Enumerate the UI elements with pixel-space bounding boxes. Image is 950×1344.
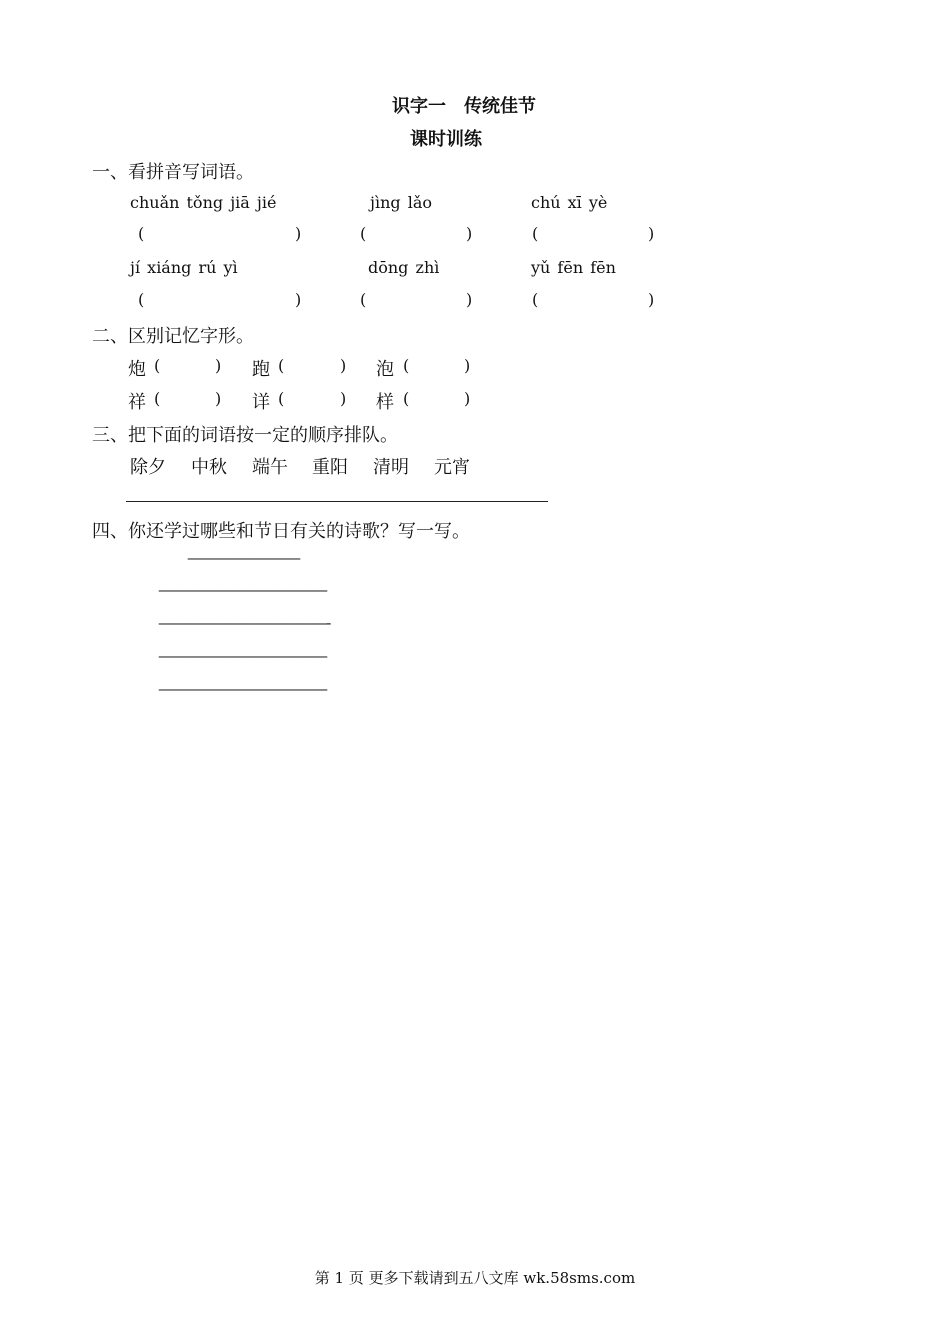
poem-answer-line: ————————————	[158, 646, 326, 665]
word-chuxi: 除夕	[130, 457, 166, 478]
answer-blank-close: )	[648, 290, 655, 309]
poem-answer-line: ————————————	[158, 679, 326, 698]
char-pao-run: 跑	[252, 359, 270, 380]
question-3-label: 三、把下面的词语按一定的顺序排队。	[92, 425, 398, 446]
question-1-label: 一、看拼音写词语。	[92, 162, 254, 183]
answer-blank-open: (	[532, 224, 539, 243]
word-yuanxiao: 元宵	[434, 457, 470, 478]
answer-blank-open: (	[278, 356, 285, 375]
answer-blank-open: (	[360, 224, 367, 243]
word-chongyang: 重阳	[312, 457, 348, 478]
poem-answer-line: ————————————-	[158, 613, 330, 632]
pinyin-yufenfen: yǔ fēn fēn	[531, 258, 616, 277]
answer-blank-close: )	[340, 356, 347, 375]
answer-blank-open: (	[360, 290, 367, 309]
answer-blank-open: (	[278, 389, 285, 408]
answer-blank-open: (	[403, 389, 410, 408]
answer-line	[126, 501, 548, 502]
answer-blank-close: )	[295, 224, 302, 243]
answer-blank-close: )	[215, 356, 222, 375]
poem-answer-line: ————————	[187, 548, 299, 567]
answer-blank-close: )	[340, 389, 347, 408]
poem-answer-line: ————————————	[158, 580, 326, 599]
answer-blank-open: (	[138, 290, 145, 309]
char-pao-fire: 炮	[128, 359, 146, 380]
char-xiang-detail: 详	[252, 392, 270, 413]
pinyin-dongzhi: dōng zhì	[368, 258, 440, 277]
word-zhongqiu: 中秋	[191, 457, 227, 478]
pinyin-jinglao: jìng lǎo	[370, 193, 432, 212]
pinyin-chuxiye: chú xī yè	[531, 193, 608, 212]
word-duanwu: 端午	[252, 457, 288, 478]
char-pao-bubble: 泡	[376, 359, 394, 380]
answer-blank-open: (	[138, 224, 145, 243]
answer-blank-close: )	[464, 356, 471, 375]
answer-blank-close: )	[215, 389, 222, 408]
word-qingming: 清明	[373, 457, 409, 478]
char-xiang-auspicious: 祥	[128, 392, 146, 413]
page-subtitle: 课时训练	[410, 129, 482, 150]
answer-blank-open: (	[532, 290, 539, 309]
page-title: 识字一 传统佳节	[392, 96, 536, 117]
question-2-label: 二、区别记忆字形。	[92, 326, 254, 347]
pinyin-chuantongjiajie: chuǎn tǒng jiā jié	[130, 193, 277, 212]
answer-blank-close: )	[466, 224, 473, 243]
page-footer: 第 1 页 更多下载请到五八文库 wk.58sms.com	[314, 1269, 636, 1287]
answer-blank-close: )	[464, 389, 471, 408]
answer-blank-open: (	[154, 356, 161, 375]
answer-blank-close: )	[648, 224, 655, 243]
question-4-label: 四、你还学过哪些和节日有关的诗歌？写一写。	[92, 521, 470, 542]
answer-blank-close: )	[466, 290, 473, 309]
answer-blank-close: )	[295, 290, 302, 309]
answer-blank-open: (	[403, 356, 410, 375]
answer-blank-open: (	[154, 389, 161, 408]
pinyin-jixiangruyi: jí xiáng rú yì	[130, 258, 238, 277]
char-yang-shape: 样	[376, 392, 394, 413]
